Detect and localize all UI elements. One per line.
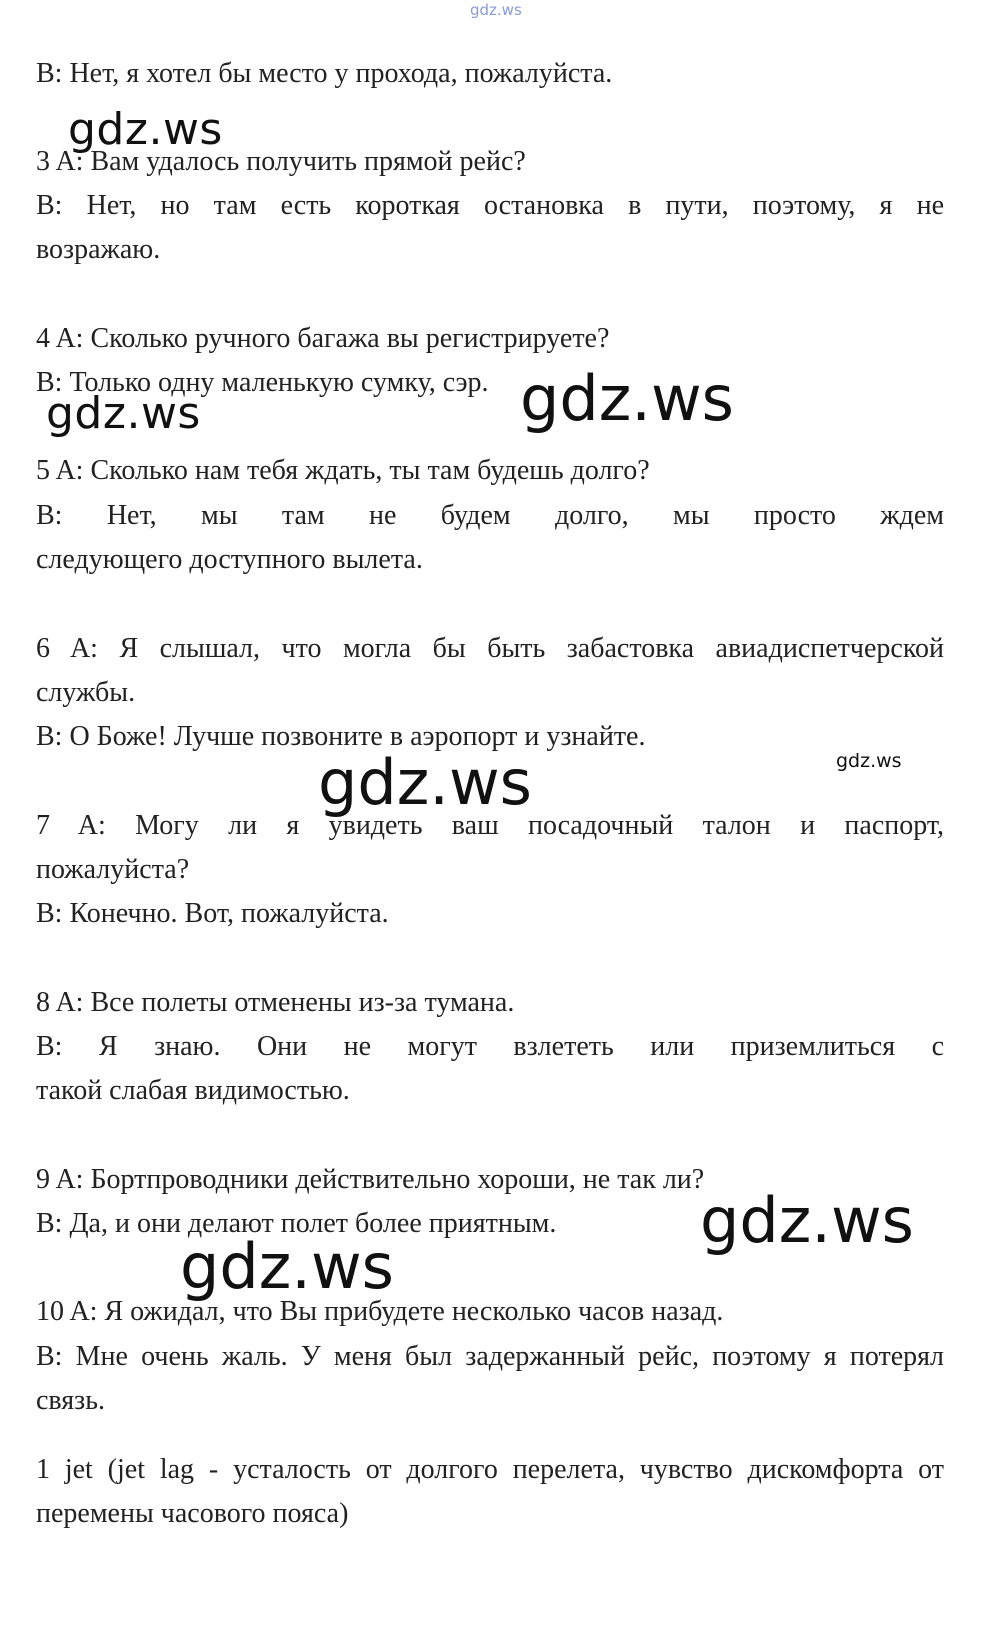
text-line-17: B: Я знаю. Они не могут взлететь или приземлиться с <box>36 1031 944 1062</box>
watermark-1: gdz.ws <box>68 104 223 155</box>
text-line-13: 7 A: Могу ли я увидеть ваш посадочный талон и паспорт, <box>36 810 944 841</box>
text-line-9: следующего доступного вылета. <box>36 544 423 575</box>
text-line-15: B: Конечно. Вот, пожалуйста. <box>36 898 389 929</box>
text-line-11: службы. <box>36 677 136 708</box>
text-line-7: 5 A: Сколько нам тебя ждать, ты там будешь долго? <box>36 455 650 486</box>
watermark-5: gdz.ws <box>318 746 532 819</box>
text-line-22: B: Мне очень жаль. У меня был задержанный рейс, поэтому я потерял <box>36 1341 944 1372</box>
text-line-3: B: Нет, но там есть короткая остановка в пути, поэтому, я не <box>36 190 944 221</box>
text-line-1: B: Нет, я хотел бы место у прохода, пожалуйста. <box>36 58 613 89</box>
text-line-23: связь. <box>36 1385 105 1416</box>
text-line-5: 4 A: Сколько ручного багажа вы регистрируете? <box>36 323 610 354</box>
watermark-7: gdz.ws <box>180 1230 394 1303</box>
text-line-19: 9 A: Бортпроводники действительно хороши, не так ли? <box>36 1164 705 1195</box>
text-line-16: 8 A: Все полеты отменены из-за тумана. <box>36 987 515 1018</box>
text-line-25: перемены часового пояса) <box>36 1498 349 1529</box>
text-line-10: 6 A: Я слышал, что могла бы быть забастовка авиадиспетчерской <box>36 633 944 664</box>
text-line-6: B: Только одну маленькую сумку, сэр. <box>36 367 489 398</box>
watermark-2: gdz.ws <box>46 388 201 439</box>
watermark-6: gdz.ws <box>700 1184 914 1257</box>
text-line-21: 10 A: Я ожидал, что Вы прибудете несколько часов назад. <box>36 1296 724 1327</box>
watermark-4: gdz.ws <box>836 750 902 772</box>
text-line-12: B: О Боже! Лучше позвоните в аэропорт и узнайте. <box>36 721 646 752</box>
text-line-18: такой слабая видимостью. <box>36 1075 350 1106</box>
text-line-14: пожалуйста? <box>36 854 190 885</box>
text-line-2: 3 A: Вам удалось получить прямой рейс? <box>36 146 526 177</box>
top-watermark: gdz.ws <box>470 1 522 19</box>
text-line-4: возражаю. <box>36 234 161 265</box>
text-line-20: B: Да, и они делают полет более приятным. <box>36 1208 557 1239</box>
text-line-24: 1 jet (jet lag - усталость от долгого перелета, чувство дискомфорта от <box>36 1454 944 1485</box>
watermark-3: gdz.ws <box>520 362 734 435</box>
text-line-8: B: Нет, мы там не будем долго, мы просто ждем <box>36 500 944 531</box>
